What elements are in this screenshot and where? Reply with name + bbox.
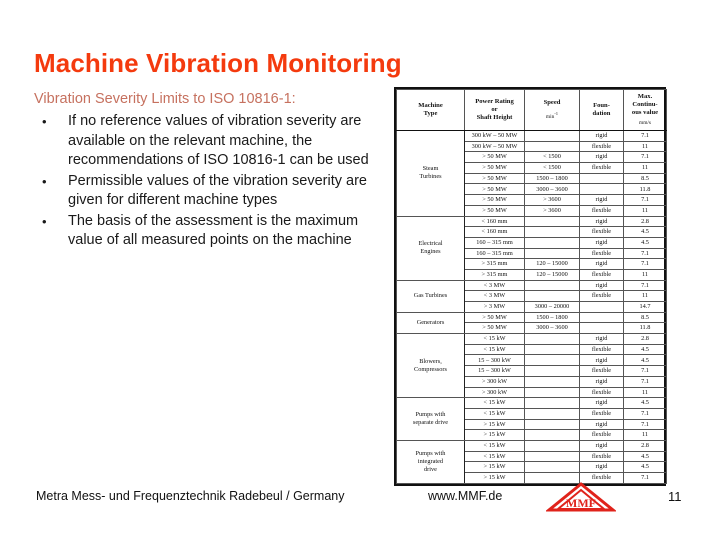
cell-foundation: flexible xyxy=(580,473,624,484)
bullet-marker-icon: • xyxy=(42,114,47,129)
cell-speed xyxy=(525,227,580,238)
cell-foundation: rigid xyxy=(580,131,624,142)
cell-speed xyxy=(525,408,580,419)
cell-max-value: 7.1 xyxy=(624,376,667,387)
cell-speed xyxy=(525,334,580,345)
cell-max-value: 7.1 xyxy=(624,366,667,377)
cell-power-rating: > 15 kW xyxy=(465,473,525,484)
cell-foundation: rigid xyxy=(580,237,624,248)
cell-speed xyxy=(525,237,580,248)
cell-foundation: flexible xyxy=(580,205,624,216)
cell-power-rating: 15 – 300 kW xyxy=(465,355,525,366)
cell-max-value: 4.5 xyxy=(624,398,667,409)
mmf-logo-text: MMF xyxy=(566,496,596,510)
cell-foundation: flexible xyxy=(580,451,624,462)
cell-power-rating: > 50 MW xyxy=(465,173,525,184)
cell-speed: 1500 – 1800 xyxy=(525,312,580,323)
cell-max-value: 11 xyxy=(624,387,667,398)
cell-max-value: 4.5 xyxy=(624,227,667,238)
cell-foundation xyxy=(580,312,624,323)
cell-power-rating: > 50 MW xyxy=(465,205,525,216)
table-row xyxy=(397,440,667,451)
header-speed xyxy=(525,90,580,131)
cell-max-value: 7.1 xyxy=(624,408,667,419)
cell-machine-type: Pumps with integrated drive xyxy=(397,440,465,483)
cell-power-rating: 300 kW – 50 MW xyxy=(465,131,525,142)
page-title: Machine Vibration Monitoring xyxy=(34,48,402,78)
cell-power-rating: > 15 kW xyxy=(465,462,525,473)
cell-max-value: 7.1 xyxy=(624,195,667,206)
table-row xyxy=(397,216,667,227)
cell-speed xyxy=(525,387,580,398)
cell-speed: < 1500 xyxy=(525,152,580,163)
cell-max-value: 11 xyxy=(624,269,667,280)
cell-speed: 120 – 15000 xyxy=(525,259,580,270)
cell-speed xyxy=(525,376,580,387)
cell-speed: 3000 – 20000 xyxy=(525,302,580,313)
cell-power-rating: < 15 kW xyxy=(465,344,525,355)
cell-max-value: 8.5 xyxy=(624,312,667,323)
cell-max-value: 11 xyxy=(624,163,667,174)
limits-table xyxy=(396,89,667,484)
cell-foundation: flexible xyxy=(580,366,624,377)
cell-speed: > 3600 xyxy=(525,205,580,216)
cell-max-value: 4.5 xyxy=(624,355,667,366)
cell-max-value: 4.5 xyxy=(624,451,667,462)
cell-foundation: rigid xyxy=(580,419,624,430)
bullet-text: The basis of the assessment is the maximum value of all measured points on the machine xyxy=(68,212,359,248)
bullet-text: If no reference values of vibration severity are available on the relevant machine, the recommendations of ISO 10816-1 can be used xyxy=(68,113,369,168)
bullet-item xyxy=(34,212,384,251)
cell-power-rating: < 15 kW xyxy=(465,440,525,451)
cell-speed xyxy=(525,248,580,259)
bullet-text: Permissible values of the vibration severity are given for different machine types xyxy=(68,172,367,208)
footer-company: Metra Mess- und Frequenztechnik Radebeul / Germany xyxy=(36,489,345,503)
cell-max-value: 11 xyxy=(624,205,667,216)
cell-power-rating: > 300 kW xyxy=(465,387,525,398)
bullet-marker-icon: • xyxy=(42,213,47,229)
cell-machine-type: Blowers, Compressors xyxy=(397,334,465,398)
table-body xyxy=(397,131,667,484)
cell-power-rating: > 315 mm xyxy=(465,269,525,280)
cell-foundation xyxy=(580,184,624,195)
table-row xyxy=(397,131,667,142)
header-max-value xyxy=(624,90,667,131)
cell-power-rating: 160 – 315 mm xyxy=(465,237,525,248)
cell-foundation: rigid xyxy=(580,152,624,163)
cell-speed xyxy=(525,366,580,377)
mmf-logo-icon xyxy=(546,481,616,513)
cell-speed xyxy=(525,344,580,355)
cell-power-rating: > 15 kW xyxy=(465,430,525,441)
cell-power-rating: < 15 kW xyxy=(465,334,525,345)
cell-power-rating: > 315 mm xyxy=(465,259,525,270)
cell-power-rating: > 300 kW xyxy=(465,376,525,387)
cell-foundation: rigid xyxy=(580,280,624,291)
table-row xyxy=(397,334,667,345)
cell-max-value: 4.5 xyxy=(624,237,667,248)
page-number: 11 xyxy=(668,489,682,504)
slide-footer xyxy=(0,487,720,527)
cell-max-value: 2.8 xyxy=(624,440,667,451)
cell-foundation: rigid xyxy=(580,440,624,451)
cell-max-value: 7.1 xyxy=(624,419,667,430)
cell-power-rating: 300 kW – 50 MW xyxy=(465,141,525,152)
cell-max-value: 11.8 xyxy=(624,323,667,334)
cell-max-value: 11 xyxy=(624,141,667,152)
bullet-item xyxy=(34,172,384,211)
cell-power-rating: < 3 MW xyxy=(465,291,525,302)
cell-max-value: 11 xyxy=(624,430,667,441)
cell-foundation: flexible xyxy=(580,291,624,302)
cell-power-rating: > 50 MW xyxy=(465,184,525,195)
cell-max-value: 14.7 xyxy=(624,302,667,313)
cell-power-rating: < 160 mm xyxy=(465,216,525,227)
table-header xyxy=(397,90,667,131)
cell-machine-type: Steam Turbines xyxy=(397,131,465,217)
cell-max-value: 4.5 xyxy=(624,344,667,355)
bullet-marker-icon: • xyxy=(42,173,47,189)
cell-machine-type: Electrical Engines xyxy=(397,216,465,280)
cell-power-rating: > 50 MW xyxy=(465,152,525,163)
cell-foundation xyxy=(580,323,624,334)
cell-speed xyxy=(525,131,580,142)
iso-10816-limits-table xyxy=(394,87,666,486)
header-power-rating: Power Rating or Shaft Height xyxy=(465,90,525,131)
cell-max-value: 4.5 xyxy=(624,462,667,473)
header-speed-label: Speed xyxy=(543,99,561,107)
bullet-list xyxy=(34,112,384,251)
cell-speed xyxy=(525,291,580,302)
mmf-triangle-logo-svg xyxy=(546,481,616,513)
table-header-row xyxy=(397,90,667,131)
footer-url[interactable]: www.MMF.de xyxy=(428,489,503,503)
cell-foundation: flexible xyxy=(580,227,624,238)
cell-foundation: rigid xyxy=(580,376,624,387)
cell-max-value: 8.5 xyxy=(624,173,667,184)
cell-foundation: rigid xyxy=(580,334,624,345)
cell-power-rating: > 50 MW xyxy=(465,195,525,206)
cell-speed xyxy=(525,451,580,462)
cell-speed: > 3600 xyxy=(525,195,580,206)
cell-speed: 1500 – 1800 xyxy=(525,173,580,184)
bullet-item xyxy=(34,112,384,171)
cell-speed xyxy=(525,280,580,291)
cell-power-rating: > 3 MW xyxy=(465,302,525,313)
cell-max-value: 7.1 xyxy=(624,152,667,163)
content-text-block xyxy=(34,90,384,252)
cell-power-rating: > 50 MW xyxy=(465,312,525,323)
cell-speed xyxy=(525,462,580,473)
cell-speed: < 1500 xyxy=(525,163,580,174)
cell-foundation: flexible xyxy=(580,248,624,259)
cell-max-value: 7.1 xyxy=(624,259,667,270)
cell-speed: 120 – 15000 xyxy=(525,269,580,280)
cell-foundation: flexible xyxy=(580,408,624,419)
cell-power-rating: < 3 MW xyxy=(465,280,525,291)
cell-power-rating: 160 – 315 mm xyxy=(465,248,525,259)
cell-machine-type: Pumps with separate drive xyxy=(397,398,465,441)
cell-foundation: flexible xyxy=(580,269,624,280)
cell-foundation: flexible xyxy=(580,430,624,441)
cell-machine-type: Gas Turbines xyxy=(397,280,465,312)
cell-max-value: 7.1 xyxy=(624,248,667,259)
header-speed-unit: min-1 xyxy=(545,110,559,120)
cell-foundation: flexible xyxy=(580,141,624,152)
cell-speed: 3000 – 3600 xyxy=(525,323,580,334)
cell-max-value: 7.1 xyxy=(624,131,667,142)
cell-foundation xyxy=(580,173,624,184)
cell-foundation: rigid xyxy=(580,398,624,409)
table-row xyxy=(397,280,667,291)
cell-max-value: 11 xyxy=(624,291,667,302)
cell-foundation: flexible xyxy=(580,163,624,174)
cell-foundation: rigid xyxy=(580,216,624,227)
cell-foundation: flexible xyxy=(580,344,624,355)
cell-max-value: 2.8 xyxy=(624,334,667,345)
cell-power-rating: < 15 kW xyxy=(465,451,525,462)
cell-speed: 3000 – 3600 xyxy=(525,184,580,195)
cell-speed xyxy=(525,355,580,366)
subtitle: Vibration Severity Limits to ISO 10816-1: xyxy=(34,91,296,107)
cell-foundation: rigid xyxy=(580,259,624,270)
cell-max-value: 2.8 xyxy=(624,216,667,227)
table-row xyxy=(397,312,667,323)
cell-max-value: 7.1 xyxy=(624,473,667,484)
cell-max-value: 11.8 xyxy=(624,184,667,195)
table-row xyxy=(397,398,667,409)
cell-foundation: rigid xyxy=(580,355,624,366)
header-max-value-unit: mm/s xyxy=(639,120,651,127)
cell-power-rating: > 15 kW xyxy=(465,419,525,430)
header-foundation: Foun- dation xyxy=(580,90,624,131)
cell-speed xyxy=(525,141,580,152)
cell-speed xyxy=(525,216,580,227)
cell-foundation: rigid xyxy=(580,195,624,206)
cell-speed xyxy=(525,430,580,441)
cell-power-rating: < 160 mm xyxy=(465,227,525,238)
cell-speed xyxy=(525,440,580,451)
cell-power-rating: < 15 kW xyxy=(465,408,525,419)
header-max-value-label: Max. Continu- ous value xyxy=(631,92,659,116)
cell-speed xyxy=(525,419,580,430)
cell-machine-type: Generators xyxy=(397,312,465,333)
cell-foundation: rigid xyxy=(580,462,624,473)
header-machine-type: Machine Type xyxy=(397,90,465,131)
cell-foundation xyxy=(580,302,624,313)
cell-power-rating: > 50 MW xyxy=(465,163,525,174)
cell-power-rating: > 50 MW xyxy=(465,323,525,334)
cell-power-rating: < 15 kW xyxy=(465,398,525,409)
cell-speed xyxy=(525,398,580,409)
cell-power-rating: 15 – 300 kW xyxy=(465,366,525,377)
cell-foundation: flexible xyxy=(580,387,624,398)
cell-max-value: 7.1 xyxy=(624,280,667,291)
